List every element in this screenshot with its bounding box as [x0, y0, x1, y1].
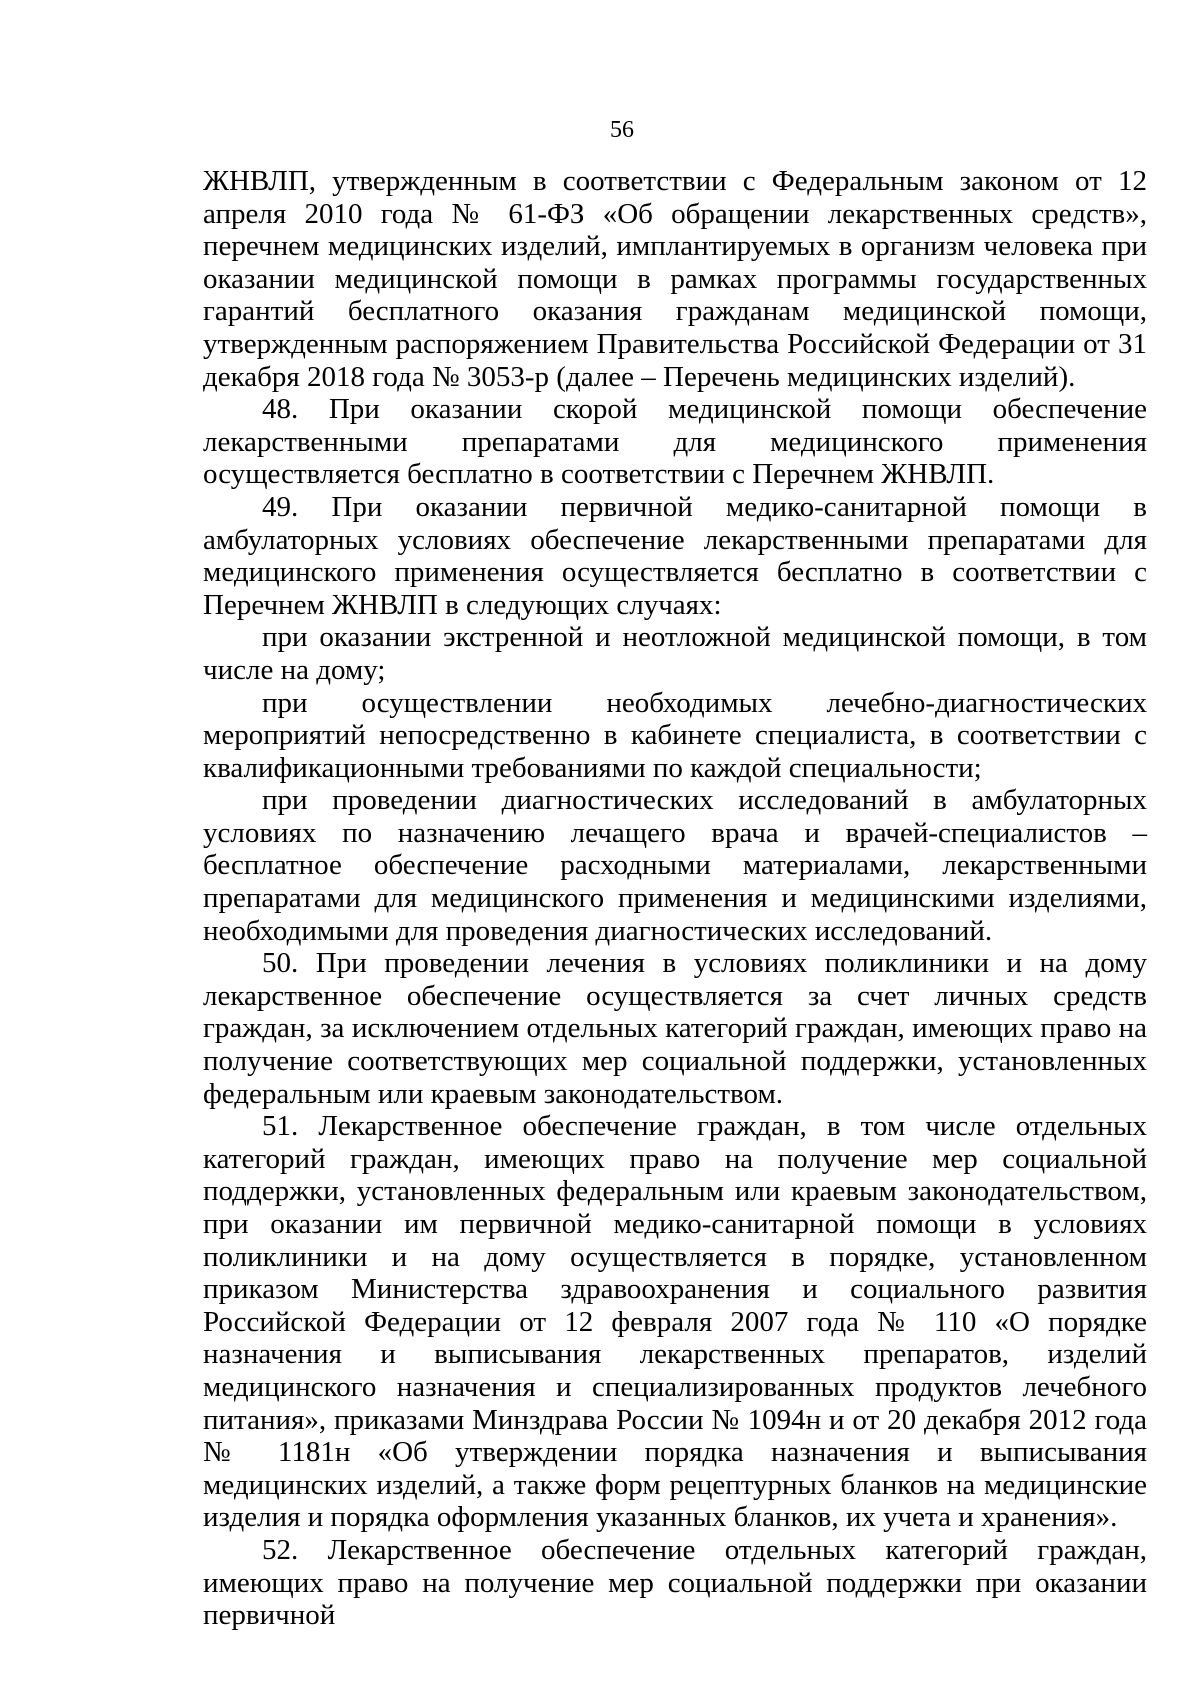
- paragraph-48: 48. При оказании скорой медицинской помощи обеспечение лекарственными препаратами для медицинского применения осуществляется бесплатно в соответствии с Перечнем ЖНВЛП.: [203, 393, 1147, 491]
- paragraph-52: 52. Лекарственное обеспечение отдельных категорий граждан, имеющих право на получение мер социальной поддержки при оказании первичной: [203, 1533, 1147, 1632]
- paragraph-continuation: ЖНВЛП, утвержденным в соответствии с Федеральным законом от 12 апреля 2010 года № 61-ФЗ «Об обращении лекарственных средств», перечнем медицинских изделий, имплантируемых в организм человека при оказании медицинской помощи в рамках программы государственных гарантий бесплатного оказания гражданам медицинской помощи, утвержденным распоряжением Правительства Российской Федерации от 31 декабря 2018 года № 3053-р (далее – Перечень медицинских изделий).: [203, 165, 1147, 393]
- paragraph-49-case-specialist: при осуществлении необходимых лечебно-диагностических мероприятий непосредственно в кабинете специалиста, в соответствии с квалификационными требованиями по каждой специальности;: [203, 686, 1147, 784]
- paragraph-51: 51. Лекарственное обеспечение граждан, в том числе отдельных категорий граждан, имеющих право на получение мер социальной поддержки, установленных федеральным или краевым законодательством, при оказании им первичной медико-санитарной помощи в условиях поликлиники и на дому осуществляется в порядке, установленном приказом Министерства здравоохранения и социального развития Российской Федерации от 12 февраля 2007 года № 110 «О порядке назначения и выписывания лекарственных препаратов, изделий медицинского назначения и специализированных продуктов лечебного питания», приказами Минздрава России № 1094н и от 20 декабря 2012 года № 1181н «Об утверждении порядка назначения и выписывания медицинских изделий, а также форм рецептурных бланков на медицинские изделия и порядка оформления указанных бланков, их учета и хранения».: [203, 1110, 1147, 1534]
- paragraph-49-case-emergency: при оказании экстренной и неотложной медицинской помощи, в том числе на дому;: [203, 621, 1147, 686]
- document-body: [203, 165, 1147, 1632]
- paragraph-49: 49. При оказании первичной медико-санитарной помощи в амбулаторных условиях обеспечение лекарственными препаратами для медицинского применения осуществляется бесплатно в соответствии с Перечнем ЖНВЛП в следующих случаях:: [203, 490, 1147, 621]
- paragraph-50: 50. При проведении лечения в условиях поликлиники и на дому лекарственное обеспечение осуществляется за счет личных средств граждан, за исключением отдельных категорий граждан, имеющих право на получение соответствующих мер социальной поддержки, установленных федеральным или краевым законодательством.: [203, 947, 1147, 1110]
- page-number: 56: [610, 117, 634, 143]
- paragraph-49-case-diagnostics: при проведении диагностических исследований в амбулаторных условиях по назначению лечащего врача и врачей-специалистов – бесплатное обеспечение расходными материалами, лекарственными препаратами для медицинского применения и медицинскими изделиями, необходимыми для проведения диагностических исследований.: [203, 784, 1147, 947]
